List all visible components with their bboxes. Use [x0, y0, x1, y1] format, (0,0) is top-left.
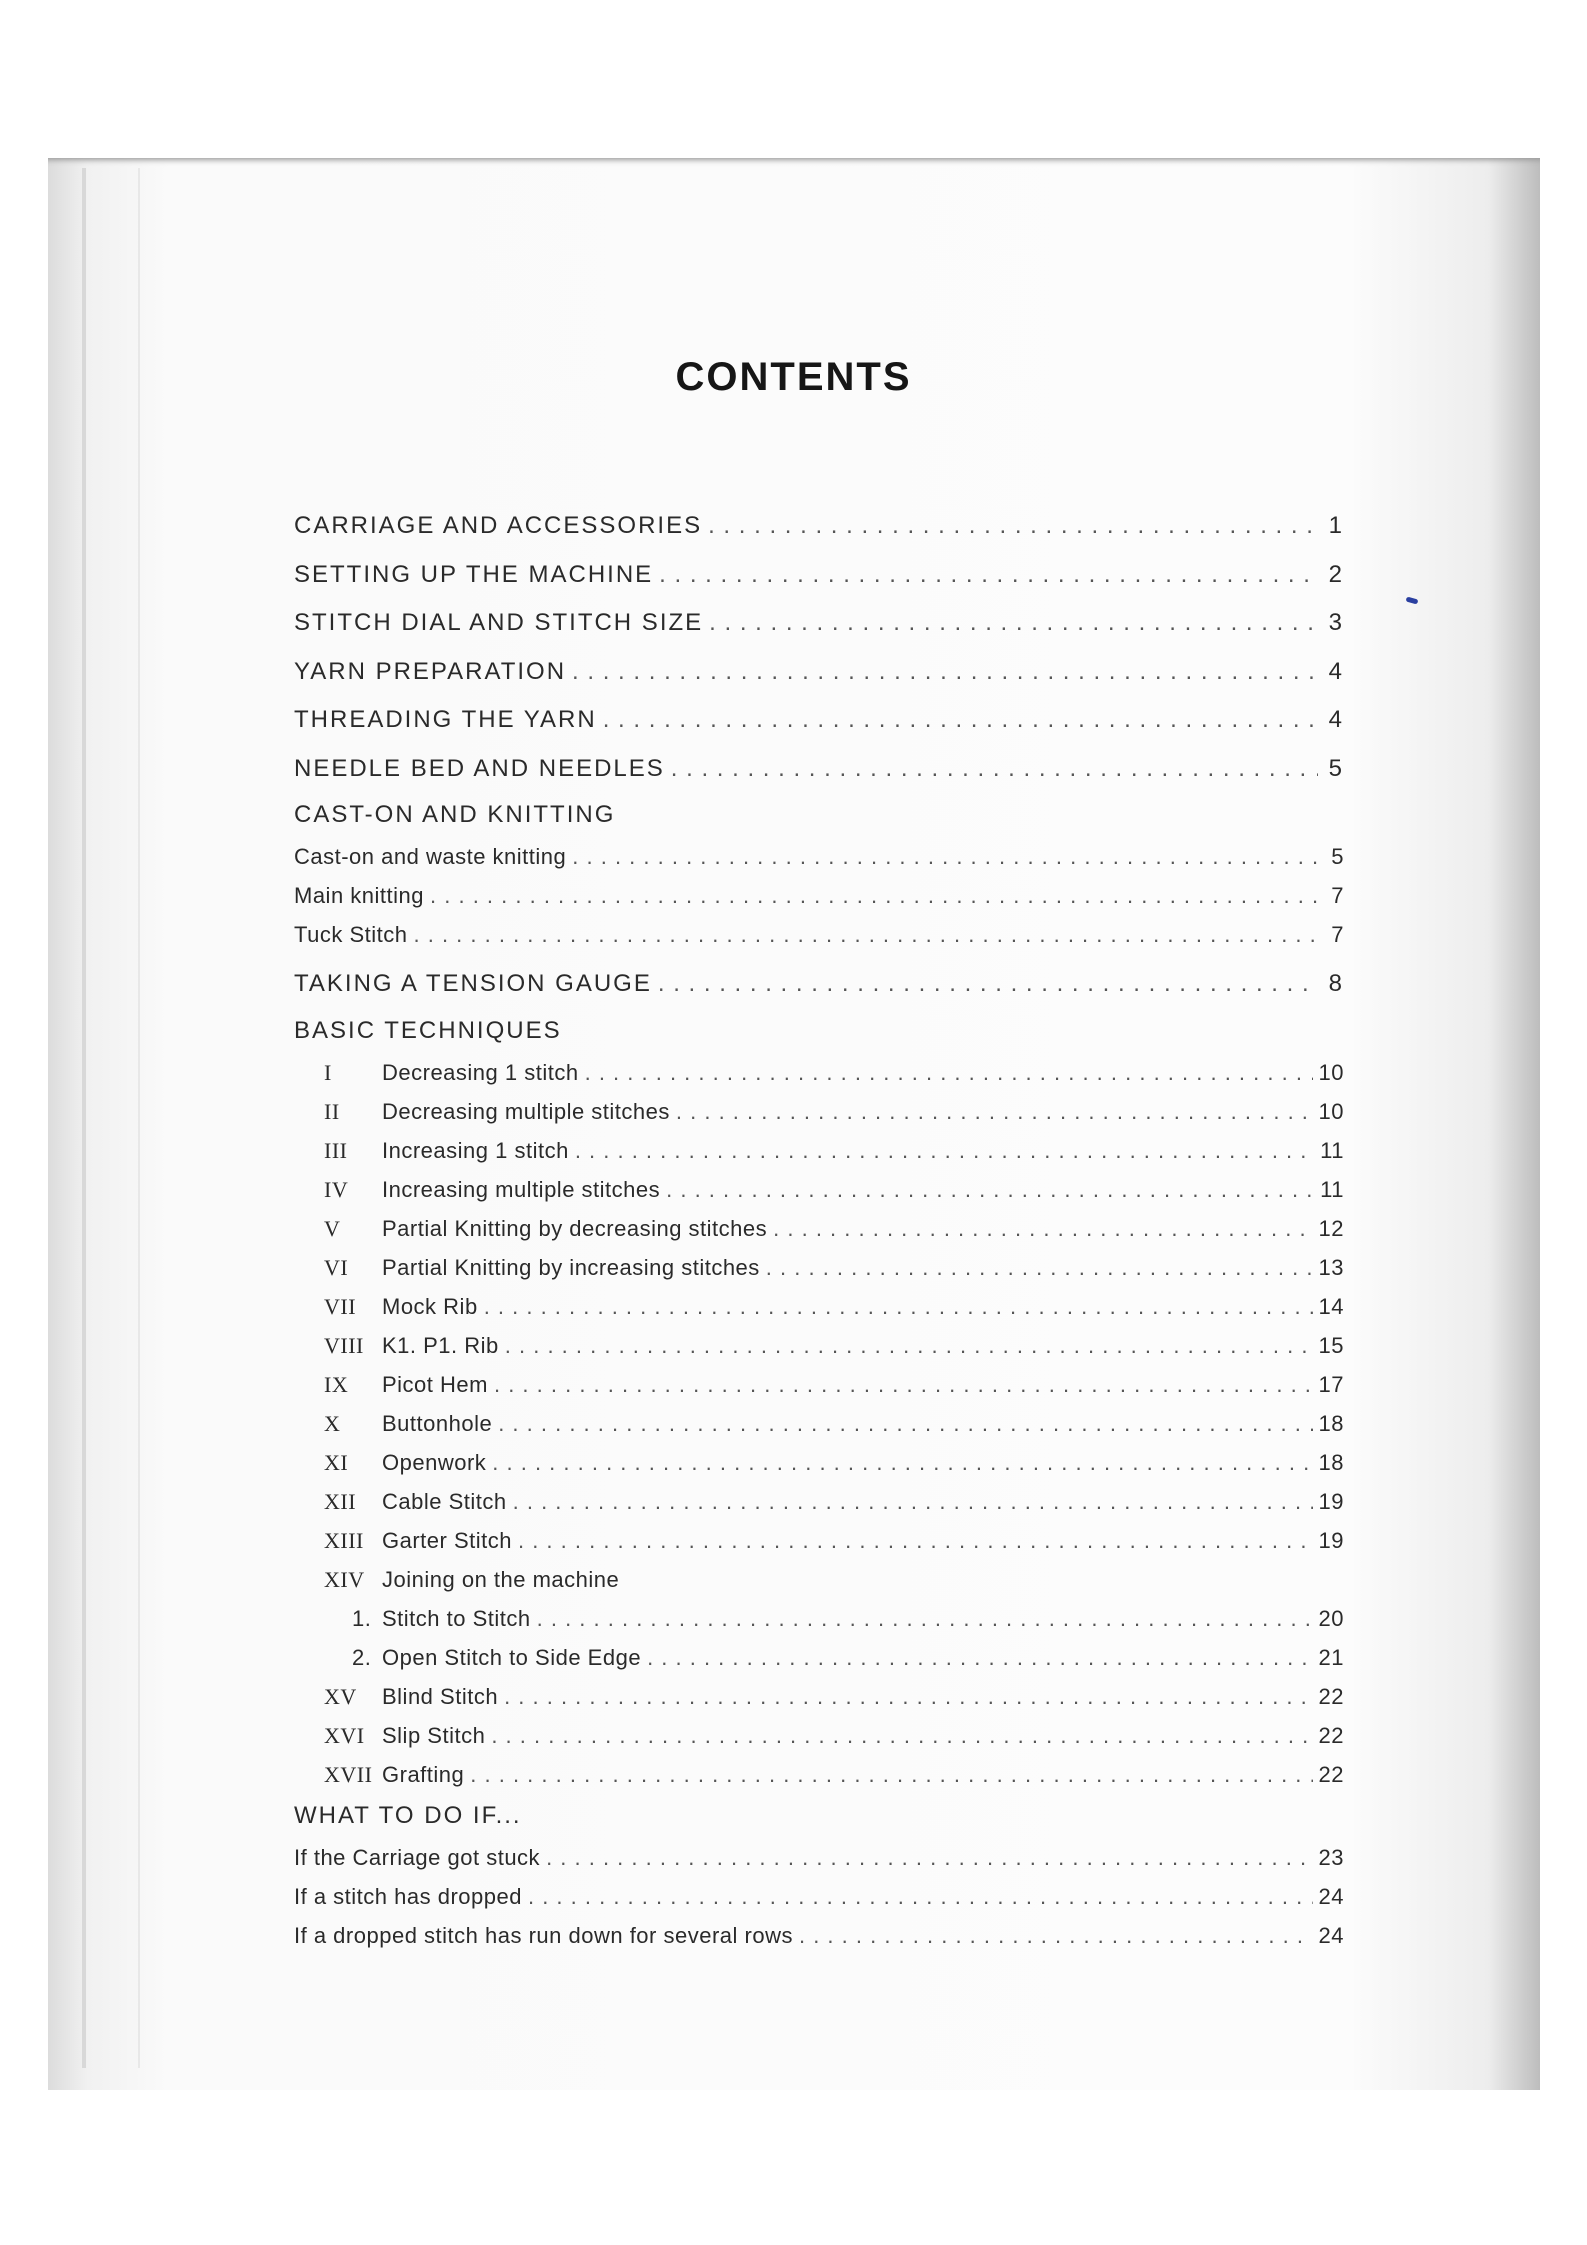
section-heading-label: CAST-ON AND KNITTING: [294, 801, 616, 828]
toc-subentry[interactable]: [294, 1287, 1344, 1326]
item-number: 2.: [352, 1644, 372, 1670]
table-of-contents: [294, 502, 1344, 1955]
dot-leader: [671, 745, 1318, 794]
toc-entry-page: 15: [1318, 1332, 1344, 1358]
toc-entry[interactable]: [294, 960, 1344, 1009]
toc-entry-label: If the Carriage got stuck: [294, 1844, 541, 1870]
toc-entry-page: 5: [1328, 754, 1344, 782]
page-fold: [138, 168, 140, 2068]
toc-entry-label: Cast-on and waste knitting: [294, 844, 567, 869]
toc-entry-page: 7: [1331, 922, 1344, 947]
toc-entry-label: Increasing 1 stitch: [382, 1137, 569, 1163]
toc-entry-page: 12: [1318, 1215, 1344, 1241]
toc-entry-label: Cable Stitch: [382, 1488, 507, 1514]
roman-numeral: IV: [324, 1176, 349, 1202]
toc-entry-label: Blind Stitch: [382, 1683, 499, 1709]
toc-subentry[interactable]: [294, 1755, 1344, 1794]
dot-leader: [799, 1916, 1313, 1955]
toc-subentry[interactable]: [294, 1599, 1344, 1638]
toc-entry-page: 22: [1318, 1722, 1344, 1748]
toc-subentry[interactable]: [294, 1482, 1344, 1521]
toc-subentry[interactable]: [294, 1716, 1344, 1755]
toc-entry-label: If a dropped stitch has run down for several rows: [294, 1922, 793, 1948]
dot-leader: [658, 960, 1318, 1009]
toc-subentry[interactable]: [294, 1170, 1344, 1209]
toc-entry-label: THREADING THE YARN: [294, 706, 597, 733]
toc-entry-page: 2: [1328, 560, 1344, 588]
toc-subentry[interactable]: [294, 1443, 1344, 1482]
toc-entry[interactable]: [294, 502, 1344, 551]
toc-entry-page: 7: [1331, 883, 1344, 908]
toc-entry-page: 4: [1328, 706, 1344, 733]
dot-leader: [518, 1521, 1313, 1560]
roman-numeral: IX: [324, 1371, 349, 1397]
toc-entry-page: 3: [1328, 609, 1344, 636]
toc-entry-label: YARN PREPARATION: [294, 657, 567, 685]
toc-entry-page: 13: [1318, 1254, 1344, 1280]
toc-entry-label: Open Stitch to Side Edge: [382, 1644, 642, 1670]
dot-leader: [513, 1482, 1313, 1521]
toc-entry[interactable]: [294, 745, 1344, 794]
toc-entry[interactable]: [294, 648, 1344, 697]
toc-entry-page: 18: [1318, 1449, 1344, 1475]
toc-entry-label: Partial Knitting by decreasing stitches: [382, 1215, 768, 1241]
toc-subentry[interactable]: [294, 915, 1344, 954]
toc-subentry[interactable]: [294, 1092, 1344, 1131]
toc-entry-page: 17: [1318, 1371, 1344, 1397]
toc-entry-page: 10: [1318, 1059, 1344, 1085]
toc-entry-label: Main knitting: [294, 883, 425, 908]
roman-numeral: I: [324, 1059, 332, 1085]
roman-numeral: XIII: [324, 1527, 364, 1553]
dot-leader: [505, 1326, 1313, 1365]
roman-numeral: X: [324, 1410, 341, 1436]
toc-subentry[interactable]: [294, 1838, 1344, 1877]
dot-leader: [659, 551, 1318, 600]
item-number: 1.: [352, 1605, 372, 1631]
roman-numeral: XII: [324, 1488, 357, 1514]
toc-subentry[interactable]: [294, 876, 1344, 915]
toc-entry-page: 22: [1318, 1683, 1344, 1709]
dot-leader: [666, 1170, 1314, 1209]
toc-entry-page: 10: [1318, 1098, 1344, 1124]
toc-entry-label: Mock Rib: [382, 1293, 478, 1319]
toc-entry-label: Openwork: [382, 1449, 487, 1475]
toc-entry-page: 23: [1318, 1844, 1344, 1870]
section-heading-label: WHAT TO DO IF...: [294, 1801, 522, 1829]
toc-entry-label: NEEDLE BED AND NEEDLES: [294, 754, 665, 782]
dot-leader: [492, 1443, 1312, 1482]
dot-leader: [575, 1131, 1314, 1170]
dot-leader: [572, 648, 1318, 697]
toc-entry-page: 19: [1318, 1527, 1344, 1553]
dot-leader: [766, 1248, 1313, 1287]
roman-numeral: III: [324, 1137, 348, 1163]
toc-entry-label: Joining on the machine: [382, 1566, 620, 1592]
toc-entry-label: CARRIAGE AND ACCESSORIES: [294, 512, 703, 539]
roman-numeral: XVII: [324, 1761, 373, 1787]
dot-leader: [546, 1838, 1312, 1877]
dot-leader: [572, 837, 1318, 876]
toc-subentry[interactable]: [294, 1916, 1344, 1955]
toc-entry-label: Buttonhole: [382, 1410, 493, 1436]
toc-entry-page: 24: [1318, 1883, 1344, 1909]
dot-leader: [773, 1209, 1312, 1248]
toc-subentry[interactable]: [294, 1638, 1344, 1677]
dot-leader: [676, 1092, 1313, 1131]
dot-leader: [603, 696, 1318, 745]
toc-entry-page: 19: [1318, 1488, 1344, 1514]
toc-subentry[interactable]: [294, 1521, 1344, 1560]
toc-entry-label: K1. P1. Rib: [382, 1332, 499, 1358]
toc-subentry[interactable]: [294, 1365, 1344, 1404]
roman-numeral: XIV: [324, 1566, 365, 1592]
toc-entry-label: Decreasing multiple stitches: [382, 1098, 670, 1124]
roman-numeral: XVI: [324, 1722, 365, 1748]
toc-subentry[interactable]: [294, 1053, 1344, 1092]
toc-entry-label: If a stitch has dropped: [294, 1883, 522, 1909]
dot-leader: [528, 1877, 1313, 1916]
section-heading-cast-on: [294, 793, 1344, 837]
roman-numeral: VIII: [324, 1332, 364, 1358]
toc-entry-label: TAKING A TENSION GAUGE: [294, 970, 652, 997]
section-heading-label: BASIC TECHNIQUES: [294, 1016, 562, 1044]
toc-entry-page: 4: [1328, 657, 1344, 685]
toc-entry-label: Picot Hem: [382, 1371, 488, 1397]
toc-entry-label: Partial Knitting by increasing stitches: [382, 1254, 760, 1280]
toc-entry-page: 14: [1318, 1293, 1344, 1319]
toc-entry-page: 22: [1318, 1761, 1344, 1787]
toc-entry-page: 18: [1318, 1410, 1344, 1436]
roman-numeral: V: [324, 1215, 341, 1241]
toc-subentry[interactable]: [294, 1677, 1344, 1716]
dot-leader: [470, 1755, 1312, 1794]
toc-entry[interactable]: [294, 551, 1344, 600]
roman-numeral: XV: [324, 1683, 357, 1709]
toc-entry-label: Decreasing 1 stitch: [382, 1059, 579, 1085]
toc-entry-label: Tuck Stitch: [294, 922, 408, 947]
dot-leader: [491, 1716, 1312, 1755]
page-edge: [82, 168, 86, 2068]
toc-entry-label: Stitch to Stitch: [382, 1605, 531, 1631]
toc-entry-page: 24: [1318, 1922, 1344, 1948]
roman-numeral: II: [324, 1098, 340, 1124]
dot-leader: [430, 876, 1318, 915]
dot-leader: [498, 1404, 1312, 1443]
toc-entry-label: STITCH DIAL AND STITCH SIZE: [294, 609, 704, 636]
toc-subentry[interactable]: [294, 1404, 1344, 1443]
toc-subentry[interactable]: [294, 1131, 1344, 1170]
toc-subentry[interactable]: [294, 837, 1344, 876]
toc-entry-label: Grafting: [382, 1761, 465, 1787]
toc-entry-page: 21: [1318, 1644, 1344, 1670]
page-title: CONTENTS: [675, 355, 912, 399]
toc-entry-page: 11: [1320, 1176, 1344, 1202]
section-heading-what-to-do: [294, 1794, 1344, 1838]
toc-entry-page: 8: [1328, 970, 1344, 997]
dot-leader: [504, 1677, 1312, 1716]
toc-entry-page: 5: [1331, 844, 1344, 869]
toc-entry-page: 11: [1320, 1137, 1344, 1163]
dot-leader: [585, 1053, 1313, 1092]
dot-leader: [414, 915, 1319, 954]
dot-leader: [647, 1638, 1312, 1677]
toc-subentry[interactable]: [294, 1877, 1344, 1916]
toc-entry-label: Slip Stitch: [382, 1722, 486, 1748]
roman-numeral: VII: [324, 1293, 357, 1319]
toc-entry-label: SETTING UP THE MACHINE: [294, 560, 654, 588]
toc-entry-page: 1: [1328, 512, 1344, 539]
toc-entry-label: Increasing multiple stitches: [382, 1176, 661, 1202]
roman-numeral: VI: [324, 1254, 349, 1280]
toc-subentry[interactable]: [294, 1209, 1344, 1248]
dot-leader: [708, 502, 1318, 551]
toc-subheading-joining: [294, 1560, 1344, 1599]
toc-entry[interactable]: [294, 696, 1344, 745]
dot-leader: [494, 1365, 1313, 1404]
dot-leader: [484, 1287, 1313, 1326]
toc-entry[interactable]: [294, 599, 1344, 648]
section-heading-basic-techniques: [294, 1009, 1344, 1053]
toc-subentry[interactable]: [294, 1248, 1344, 1287]
dot-leader: [709, 599, 1318, 648]
toc-entry-label: Garter Stitch: [382, 1527, 512, 1553]
toc-subentry[interactable]: [294, 1326, 1344, 1365]
roman-numeral: XI: [324, 1449, 349, 1475]
toc-entry-page: 20: [1318, 1605, 1344, 1631]
dot-leader: [537, 1599, 1313, 1638]
